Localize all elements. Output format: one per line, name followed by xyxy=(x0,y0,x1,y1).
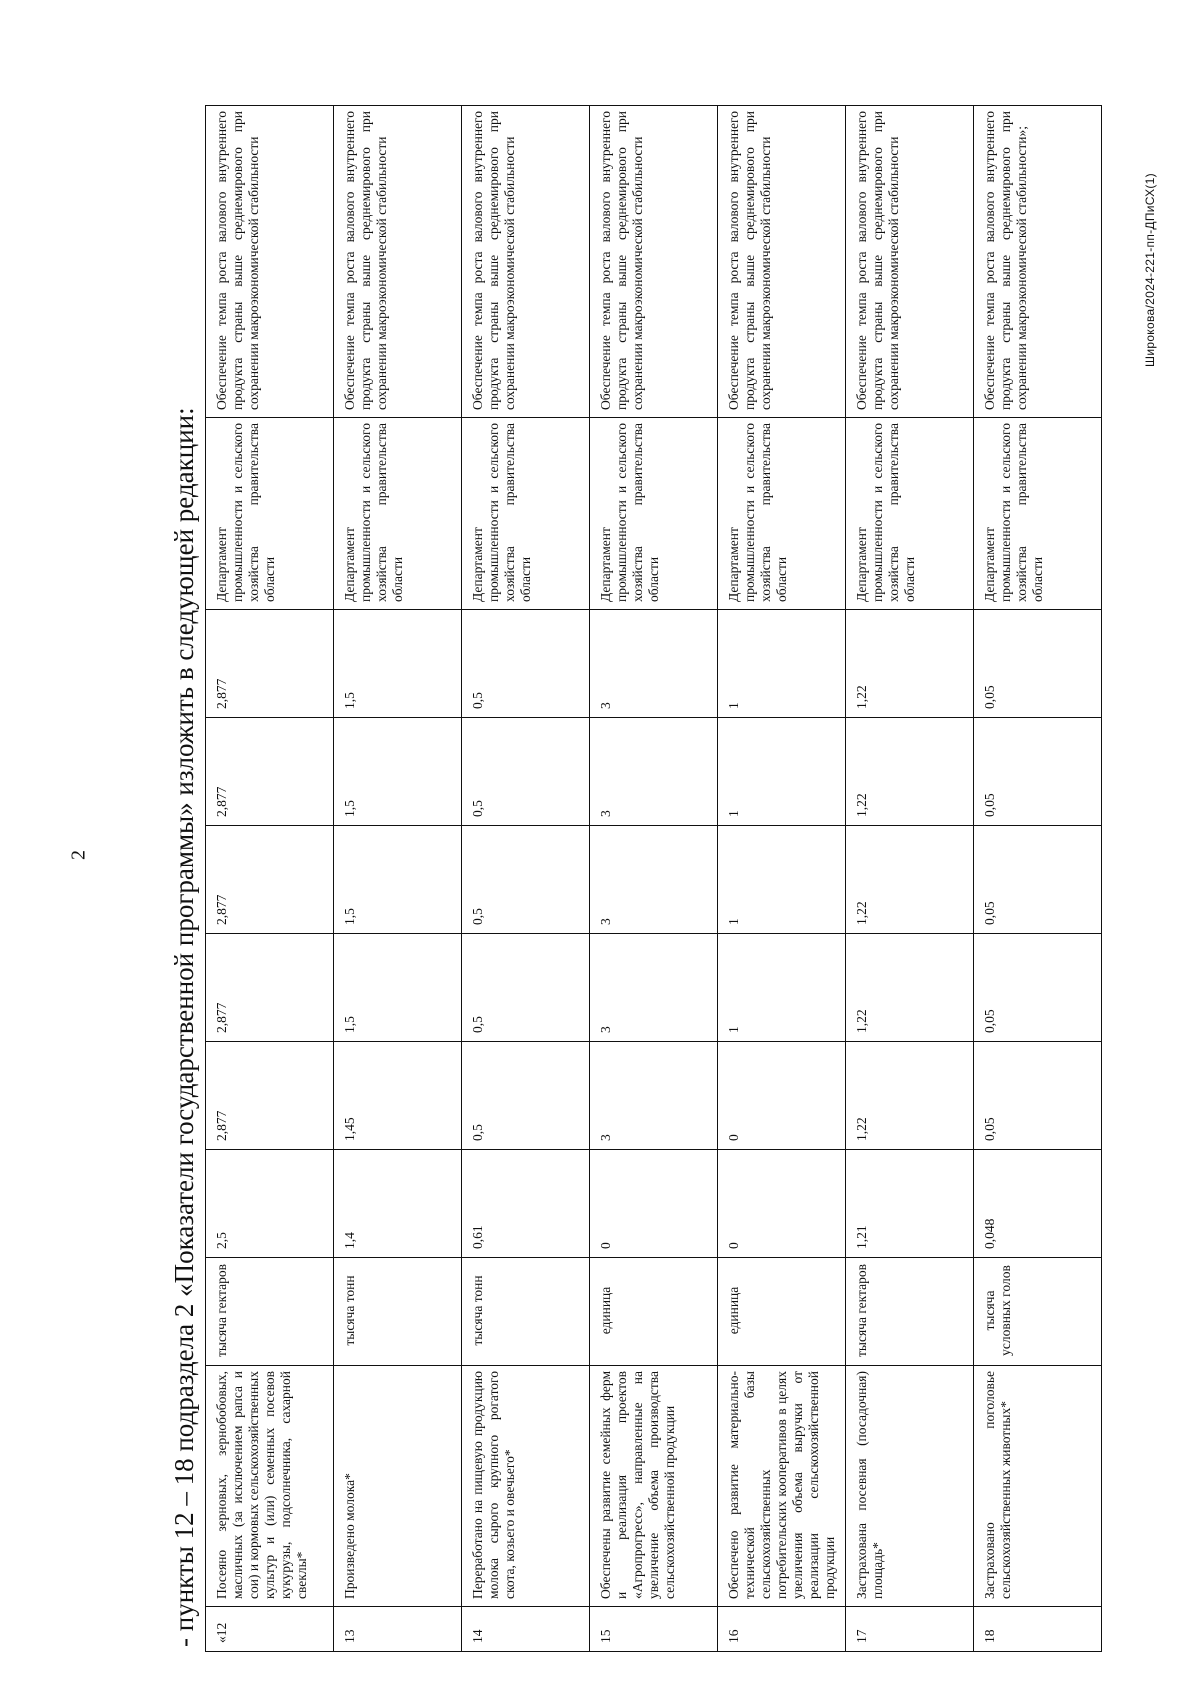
indicator-name: Застрахована посевная (посадочная) площадь* xyxy=(846,1366,974,1607)
indicator-name: Переработано на пищевую продукцию молока сырого крупного рогатого скота, козьего и овечьего* xyxy=(462,1366,590,1607)
indicator-value: 1,22 xyxy=(846,934,974,1042)
indicator-value: 2,877 xyxy=(206,934,334,1042)
indicator-value: 2,877 xyxy=(206,610,334,718)
indicator-value: 1 xyxy=(718,934,846,1042)
indicator-value: 3 xyxy=(590,934,718,1042)
indicator-value: 2,877 xyxy=(206,718,334,826)
responsible-executor: Департамент промышленности и сельского хозяйства правительства области xyxy=(590,418,718,610)
row-number: 14 xyxy=(462,1607,590,1652)
row-number: 18 xyxy=(974,1607,1102,1652)
document-code: Широкова/2024-221-пп-ДПиСХ(1) xyxy=(1143,173,1157,367)
indicator-value: 0,61 xyxy=(462,1150,590,1258)
indicator-value: 3 xyxy=(590,718,718,826)
indicator-value: 0,048 xyxy=(974,1150,1102,1258)
indicator-value: 0,05 xyxy=(974,826,1102,934)
indicator-name: Произведено молока* xyxy=(334,1366,462,1607)
indicator-value: 0,05 xyxy=(974,718,1102,826)
responsible-executor: Департамент промышленности и сельского хозяйства правительства области xyxy=(718,418,846,610)
unit-of-measure: единица xyxy=(590,1258,718,1366)
indicator-name: Застраховано поголовье сельскохозяйственных животных* xyxy=(974,1366,1102,1607)
table-row xyxy=(718,106,846,1652)
indicator-name: Обеспечено развитие материально-технической базы сельскохозяйственных потребительских кооперативов в целях увеличения объема выручки от реализации сельскохозяйственной продукции xyxy=(718,1366,846,1607)
indicator-value: 1,5 xyxy=(334,718,462,826)
unit-of-measure: тысяча условных голов xyxy=(974,1258,1102,1366)
indicator-value: 0 xyxy=(718,1042,846,1150)
page-number: 2 xyxy=(67,850,90,860)
national-goal: Обеспечение темпа роста валового внутреннего продукта страны выше среднемирового при сохранении макроэкономической стабильности xyxy=(462,106,590,418)
national-goal: Обеспечение темпа роста валового внутреннего продукта страны выше среднемирового при сохранении макроэкономической стабильности»; xyxy=(974,106,1102,418)
indicator-value: 1,22 xyxy=(846,1042,974,1150)
unit-of-measure: единица xyxy=(718,1258,846,1366)
responsible-executor: Департамент промышленности и сельского хозяйства правительства области xyxy=(206,418,334,610)
row-number: «12 xyxy=(206,1607,334,1652)
national-goal: Обеспечение темпа роста валового внутреннего продукта страны выше среднемирового при сохранении макроэкономической стабильности xyxy=(334,106,462,418)
indicator-value: 1 xyxy=(718,718,846,826)
national-goal: Обеспечение темпа роста валового внутреннего продукта страны выше среднемирового при сохранении макроэкономической стабильности xyxy=(718,106,846,418)
section-heading: - пункты 12 – 18 подраздела 2 «Показатели государственной программы» изложить в следующей редакции: xyxy=(169,407,199,1647)
unit-of-measure: тысяча тонн xyxy=(462,1258,590,1366)
rotated-content xyxy=(165,107,1120,1652)
responsible-executor: Департамент промышленности и сельского хозяйства правительства области xyxy=(974,418,1102,610)
table-row xyxy=(590,106,718,1652)
indicator-value: 2,877 xyxy=(206,1042,334,1150)
indicator-value: 3 xyxy=(590,610,718,718)
indicator-value: 0,5 xyxy=(462,610,590,718)
indicator-value: 1,5 xyxy=(334,934,462,1042)
indicator-value: 1 xyxy=(718,610,846,718)
row-number: 15 xyxy=(590,1607,718,1652)
indicator-value: 1,22 xyxy=(846,826,974,934)
indicator-value: 1,5 xyxy=(334,610,462,718)
unit-of-measure: тысяча гектаров xyxy=(206,1258,334,1366)
indicator-value: 2,5 xyxy=(206,1150,334,1258)
row-number: 17 xyxy=(846,1607,974,1652)
indicator-value: 2,877 xyxy=(206,826,334,934)
national-goal: Обеспечение темпа роста валового внутреннего продукта страны выше среднемирового при сохранении макроэкономической стабильности xyxy=(846,106,974,418)
table-row xyxy=(846,106,974,1652)
responsible-executor: Департамент промышленности и сельского хозяйства правительства области xyxy=(462,418,590,610)
indicator-value: 1,5 xyxy=(334,826,462,934)
indicator-value: 0,05 xyxy=(974,610,1102,718)
table-row xyxy=(974,106,1102,1652)
national-goal: Обеспечение темпа роста валового внутреннего продукта страны выше среднемирового при сохранении макроэкономической стабильности xyxy=(590,106,718,418)
national-goal: Обеспечение темпа роста валового внутреннего продукта страны выше среднемирового при сохранении макроэкономической стабильности xyxy=(206,106,334,418)
indicator-value: 1,4 xyxy=(334,1150,462,1258)
indicator-value: 1 xyxy=(718,826,846,934)
indicator-value: 3 xyxy=(590,826,718,934)
table-row xyxy=(334,106,462,1652)
indicator-value: 0,5 xyxy=(462,718,590,826)
indicator-value: 0,5 xyxy=(462,934,590,1042)
unit-of-measure: тысяча гектаров xyxy=(846,1258,974,1366)
indicator-value: 0,5 xyxy=(462,826,590,934)
indicator-value: 1,22 xyxy=(846,718,974,826)
indicator-value: 0,05 xyxy=(974,1042,1102,1150)
indicator-name: Посеяно зерновых, зернобобовых, масличных (за исключением рапса и сои) и кормовых сельскохозяйственных культур и (или) семенных посевов кукурузы, подсолнечника, сахарной свеклы* xyxy=(206,1366,334,1607)
indicator-value: 0 xyxy=(718,1150,846,1258)
indicator-value: 0,5 xyxy=(462,1042,590,1150)
row-number: 16 xyxy=(718,1607,846,1652)
indicator-value: 1,21 xyxy=(846,1150,974,1258)
table-row xyxy=(206,106,334,1652)
responsible-executor: Департамент промышленности и сельского хозяйства правительства области xyxy=(846,418,974,610)
indicator-value: 1,45 xyxy=(334,1042,462,1150)
indicator-value: 1,22 xyxy=(846,610,974,718)
responsible-executor: Департамент промышленности и сельского хозяйства правительства области xyxy=(334,418,462,610)
indicator-name: Обеспечены развитие семейных ферм и реализация проектов «Агропрогресс», направленные на увеличение объема производства сельскохозяйственной продукции xyxy=(590,1366,718,1607)
table-row xyxy=(462,106,590,1652)
unit-of-measure: тысяча тонн xyxy=(334,1258,462,1366)
indicator-value: 0 xyxy=(590,1150,718,1258)
indicator-value: 3 xyxy=(590,1042,718,1150)
indicators-table xyxy=(205,105,1102,1652)
row-number: 13 xyxy=(334,1607,462,1652)
indicator-value: 0,05 xyxy=(974,934,1102,1042)
